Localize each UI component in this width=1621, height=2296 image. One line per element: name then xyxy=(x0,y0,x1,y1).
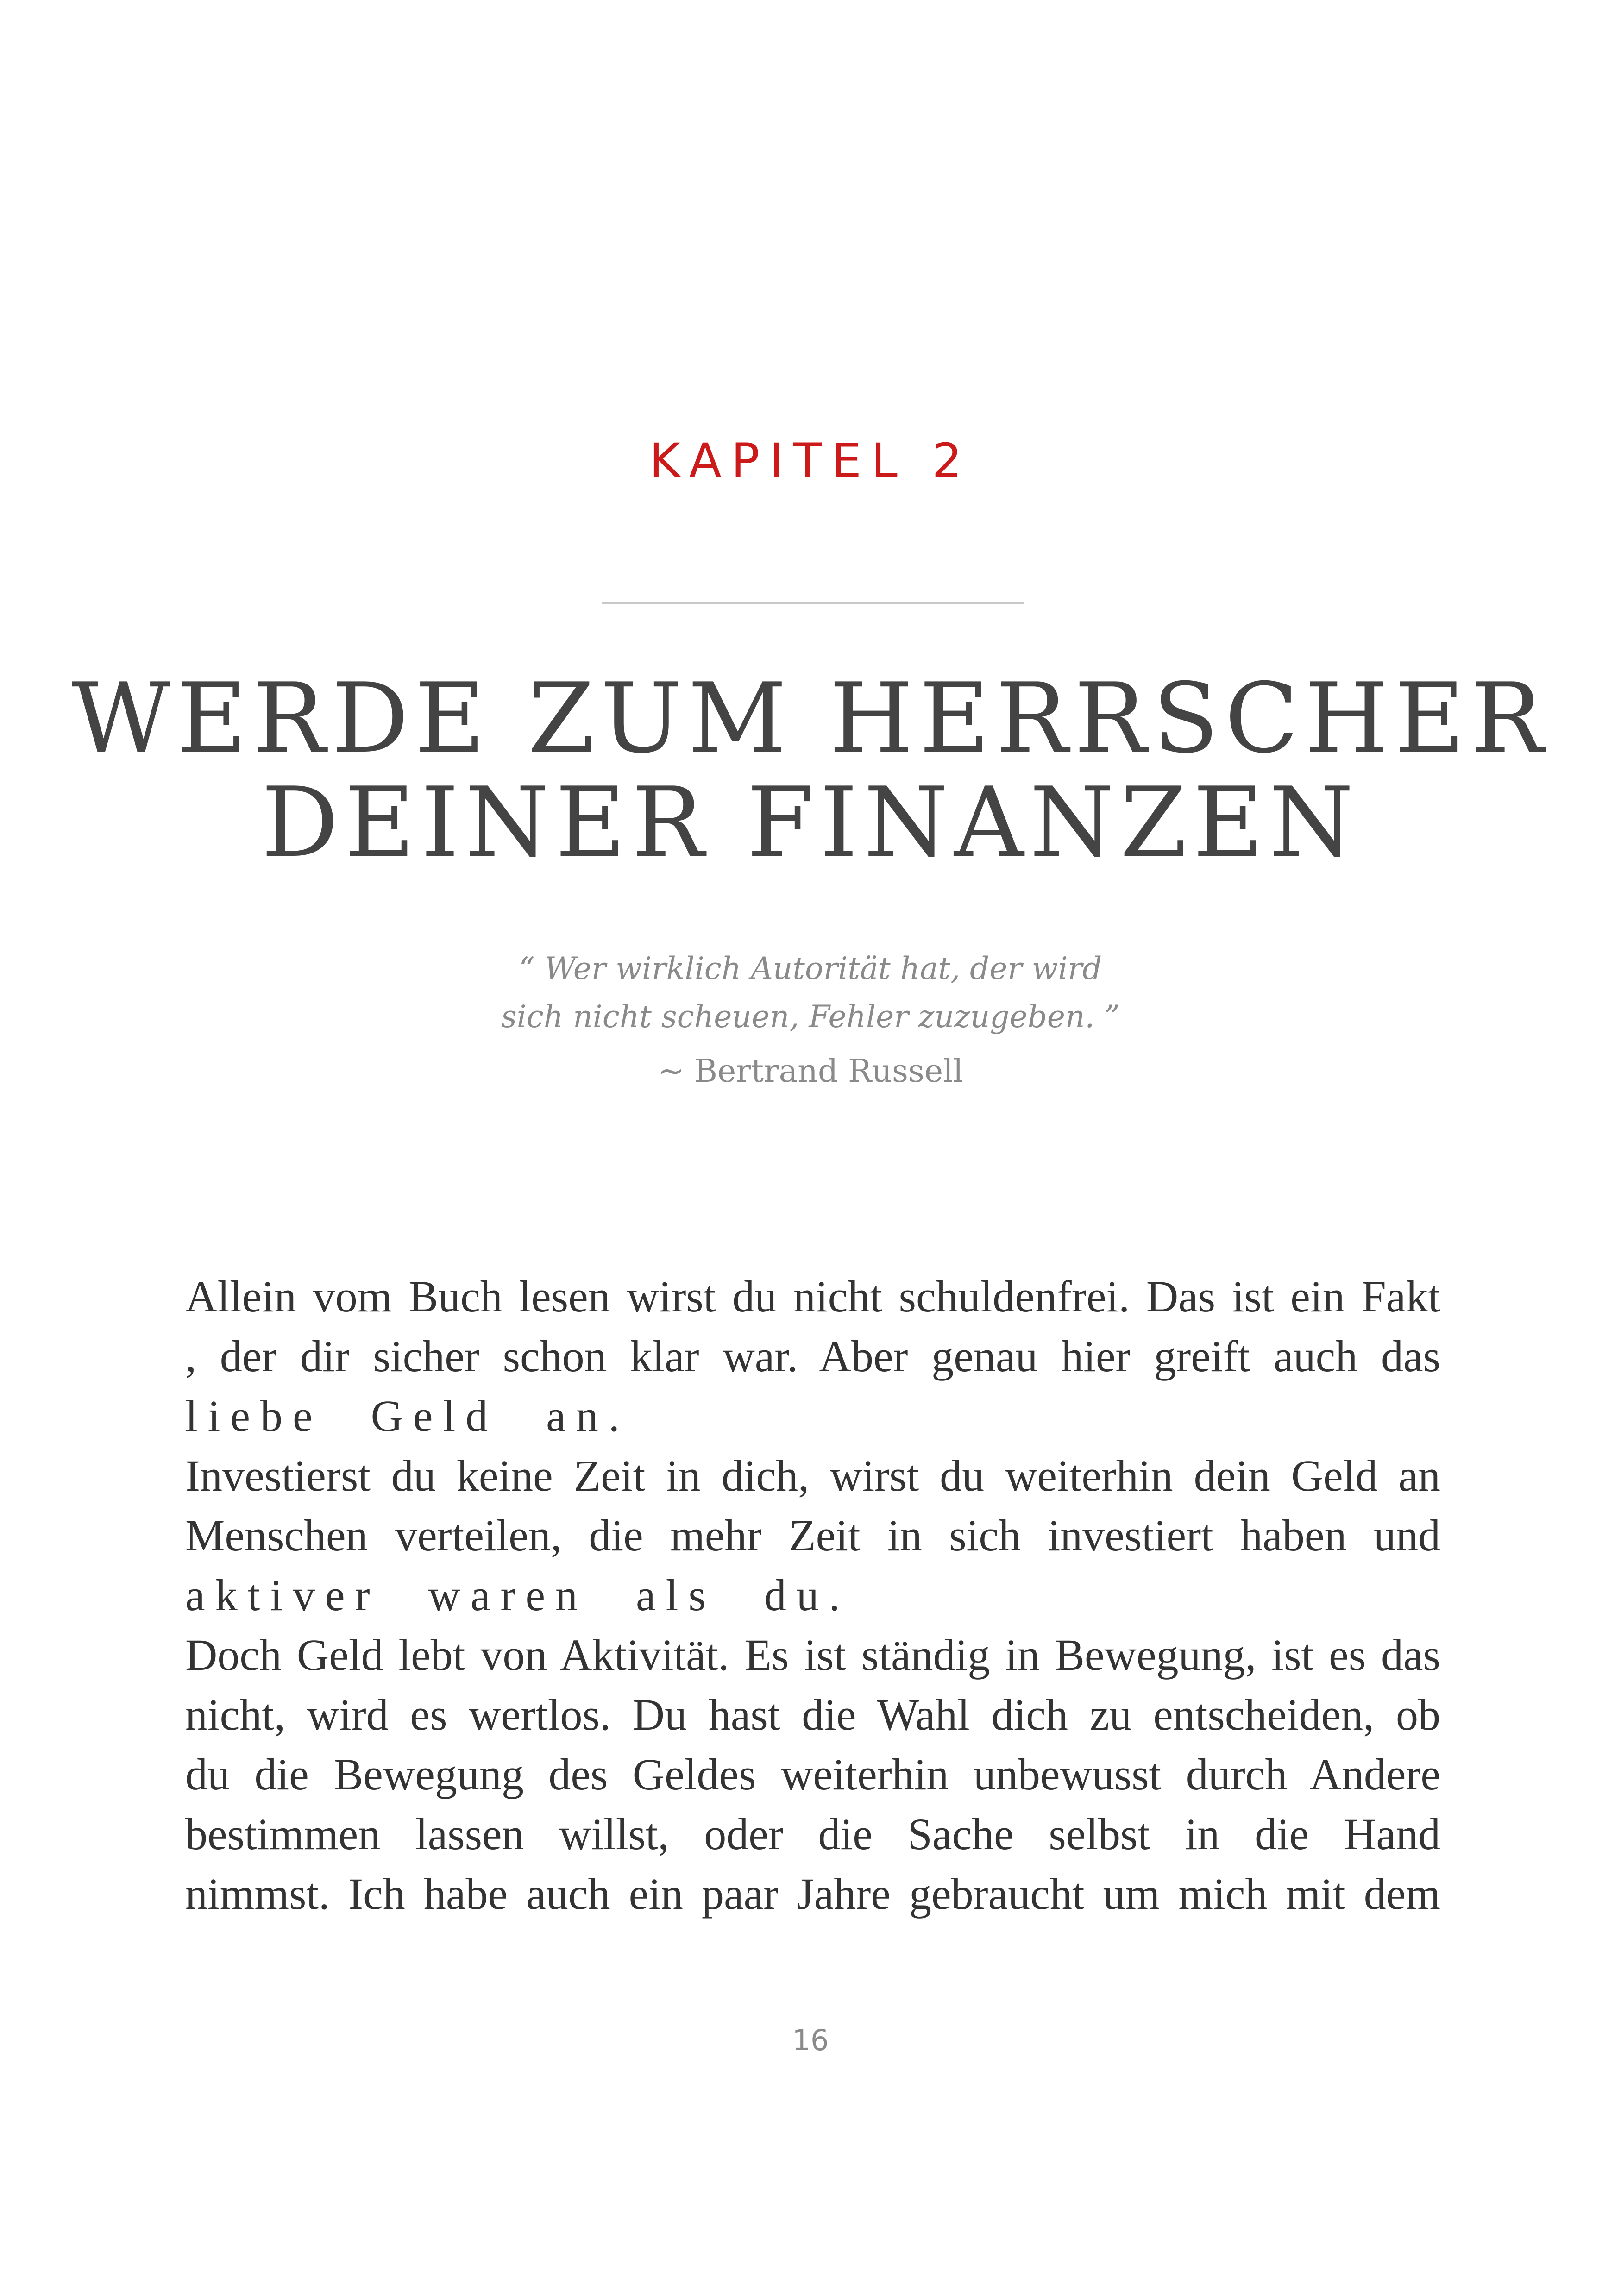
chapter-divider xyxy=(602,602,1024,604)
body-line: liebe Geld an. xyxy=(185,1391,630,1441)
epigraph-quote-line-2: sich nicht scheuen, Fehler zuzugeben. ” xyxy=(501,999,1120,1035)
body-line: Allein vom Buch lesen wirst du nicht schuldenfrei. Das ist ein Fakt xyxy=(185,1272,1440,1321)
epigraph-author: ~ Bertrand Russell xyxy=(658,1053,963,1090)
body-line: Menschen verteilen, die mehr Zeit in sich investiert haben und xyxy=(185,1511,1440,1560)
epigraph-quote xyxy=(0,945,1621,1041)
body-line: Investierst du keine Zeit in dich, wirst du weiterhin dein Geld an xyxy=(185,1451,1440,1500)
chapter-title-line-2: DEINER FINANZEN xyxy=(261,767,1360,879)
body-line: , der dir sicher schon klar war. Aber genau hier greift auch das xyxy=(185,1331,1440,1381)
body-line: bestimmen lassen willst, oder die Sache selbst in die Hand xyxy=(185,1809,1440,1859)
chapter-title xyxy=(0,663,1621,879)
body-line: nicht, wird es wertlos. Du hast die Wahl dich zu entscheiden, ob xyxy=(185,1690,1440,1739)
page-number: 16 xyxy=(792,2023,829,2057)
body-line: aktiver waren als du. xyxy=(185,1570,850,1620)
chapter-title-line-1: WERDE ZUM HERRSCHER xyxy=(71,663,1550,775)
body-text xyxy=(185,1267,1440,1924)
body-line: Doch Geld lebt von Aktivität. Es ist ständig in Bewegung, ist es das xyxy=(185,1630,1440,1680)
body-line: nimmst. Ich habe auch ein paar Jahre gebraucht um mich mit dem xyxy=(185,1869,1440,1919)
epigraph-quote-line-1: “ Wer wirklich Autorität hat, der wird xyxy=(519,951,1102,986)
chapter-label: KAPITEL 2 xyxy=(649,433,972,489)
body-line: du die Bewegung des Geldes weiterhin unbewusst durch Andere xyxy=(185,1750,1440,1799)
